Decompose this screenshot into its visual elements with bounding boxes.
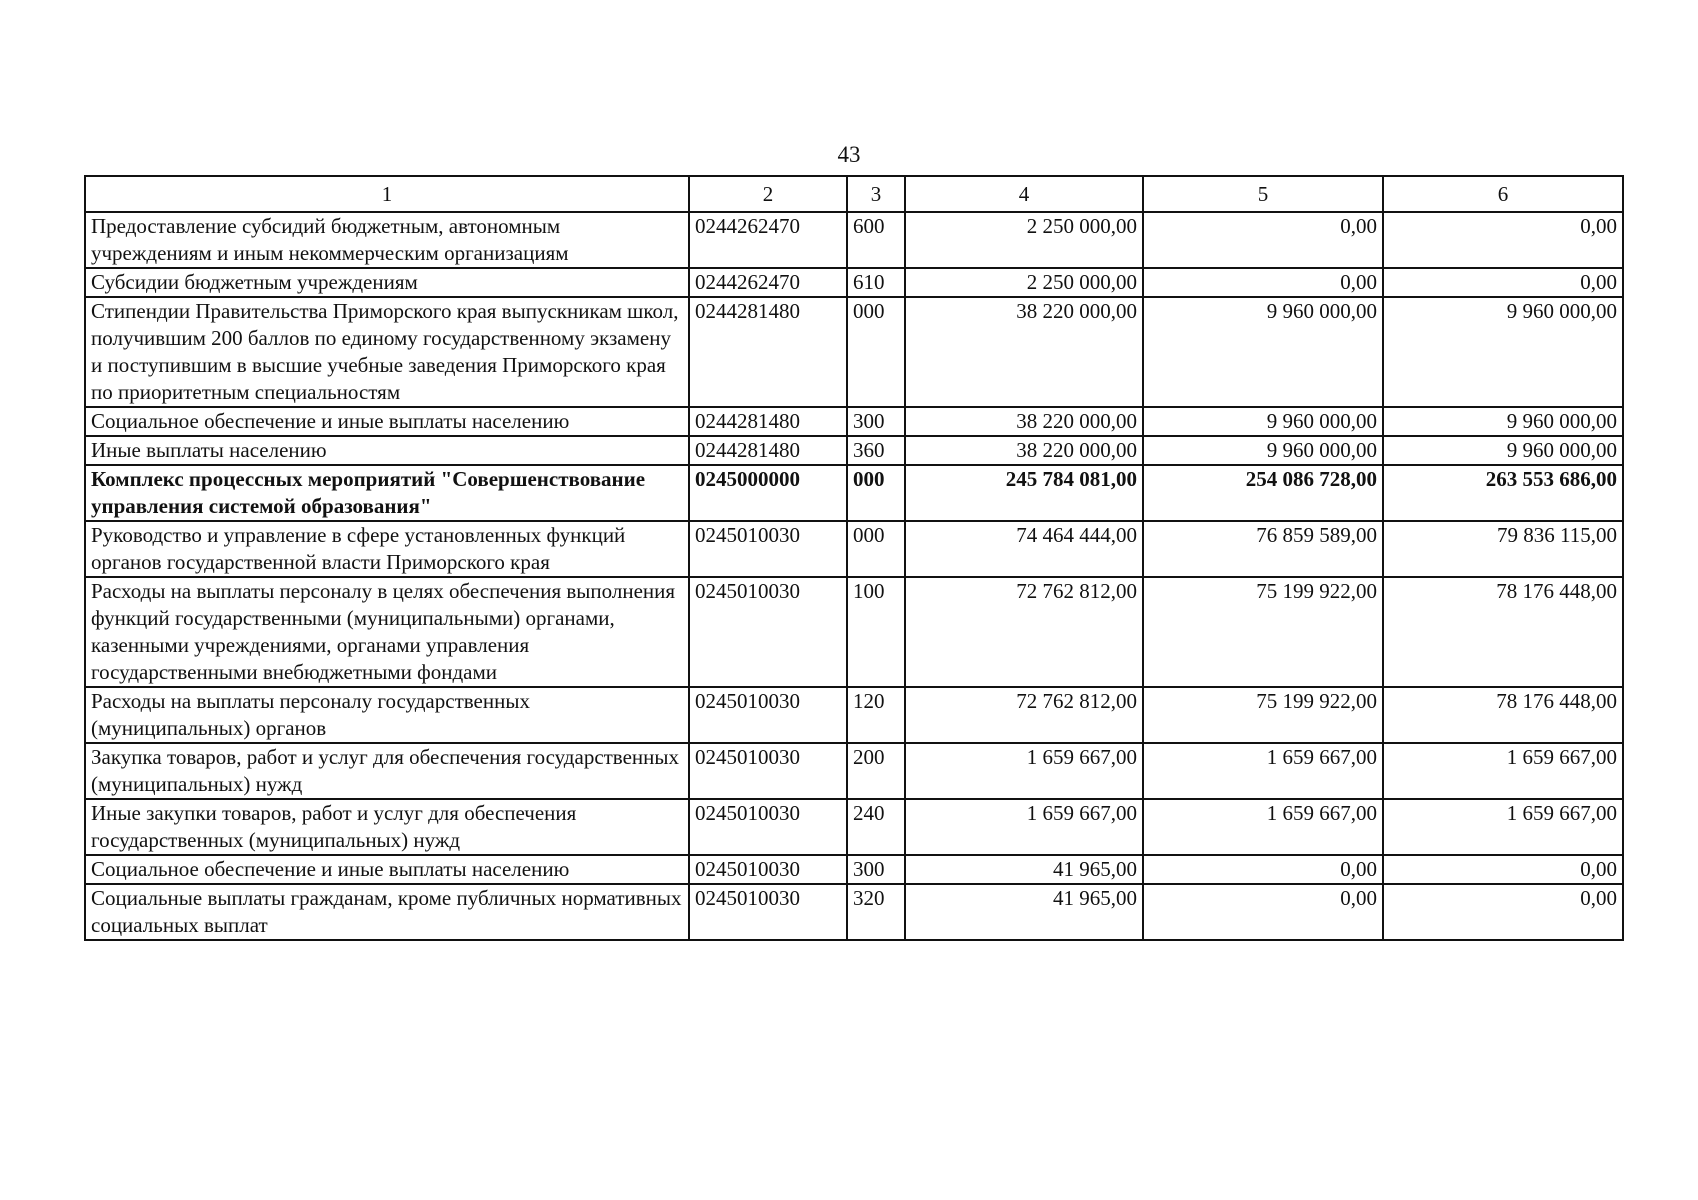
row-amount-col6: 0,00 [1383, 212, 1623, 268]
row-amount-col6: 263 553 686,00 [1383, 465, 1623, 521]
row-target-code: 0244281480 [689, 407, 847, 436]
row-amount-col4: 41 965,00 [905, 884, 1143, 940]
row-amount-col6: 9 960 000,00 [1383, 297, 1623, 407]
table-body [85, 212, 1623, 940]
row-amount-col4: 41 965,00 [905, 855, 1143, 884]
table-row [85, 855, 1623, 884]
row-expense-type: 120 [847, 687, 905, 743]
table-row [85, 521, 1623, 577]
header-row [85, 176, 1623, 212]
row-amount-col6: 78 176 448,00 [1383, 577, 1623, 687]
row-target-code: 0245010030 [689, 577, 847, 687]
row-amount-col6: 78 176 448,00 [1383, 687, 1623, 743]
table-row-section [85, 465, 1623, 521]
table-row [85, 436, 1623, 465]
row-amount-col4: 38 220 000,00 [905, 407, 1143, 436]
row-name: Расходы на выплаты персоналу государственных (муниципальных) органов [85, 687, 689, 743]
row-name: Комплекс процессных мероприятий "Совершенствование управления системой образования" [85, 465, 689, 521]
row-name: Закупка товаров, работ и услуг для обеспечения государственных (муниципальных) нужд [85, 743, 689, 799]
table-row [85, 212, 1623, 268]
page-number: 43 [837, 142, 861, 167]
row-amount-col5: 9 960 000,00 [1143, 436, 1383, 465]
row-expense-type: 360 [847, 436, 905, 465]
row-amount-col6: 9 960 000,00 [1383, 436, 1623, 465]
row-target-code: 0244281480 [689, 297, 847, 407]
header-col-1: 1 [85, 176, 689, 212]
row-expense-type: 610 [847, 268, 905, 297]
row-name: Расходы на выплаты персоналу в целях обеспечения выполнения функций государственными (муниципальными) органами, казенными учреждениями, органами управления государственными внебюджетными фондами [85, 577, 689, 687]
row-name: Иные выплаты населению [85, 436, 689, 465]
table-row [85, 687, 1623, 743]
row-name: Социальное обеспечение и иные выплаты населению [85, 407, 689, 436]
header-col-6: 6 [1383, 176, 1623, 212]
row-amount-col4: 74 464 444,00 [905, 521, 1143, 577]
row-amount-col6: 0,00 [1383, 855, 1623, 884]
row-amount-col5: 0,00 [1143, 212, 1383, 268]
row-amount-col5: 1 659 667,00 [1143, 743, 1383, 799]
table-row [85, 268, 1623, 297]
table-row [85, 743, 1623, 799]
table-row [85, 799, 1623, 855]
row-amount-col5: 9 960 000,00 [1143, 297, 1383, 407]
row-expense-type: 200 [847, 743, 905, 799]
header-col-2: 2 [689, 176, 847, 212]
row-amount-col6: 9 960 000,00 [1383, 407, 1623, 436]
row-name: Социальные выплаты гражданам, кроме публичных нормативных социальных выплат [85, 884, 689, 940]
table-row [85, 577, 1623, 687]
row-target-code: 0245010030 [689, 884, 847, 940]
row-amount-col6: 79 836 115,00 [1383, 521, 1623, 577]
row-amount-col5: 0,00 [1143, 855, 1383, 884]
row-amount-col4: 38 220 000,00 [905, 436, 1143, 465]
row-name: Субсидии бюджетным учреждениям [85, 268, 689, 297]
table-row [85, 884, 1623, 940]
row-amount-col6: 0,00 [1383, 884, 1623, 940]
row-target-code: 0244281480 [689, 436, 847, 465]
row-target-code: 0244262470 [689, 212, 847, 268]
row-target-code: 0245010030 [689, 855, 847, 884]
row-amount-col6: 1 659 667,00 [1383, 799, 1623, 855]
row-expense-type: 240 [847, 799, 905, 855]
row-name: Иные закупки товаров, работ и услуг для обеспечения государственных (муниципальных) нужд [85, 799, 689, 855]
row-amount-col5: 0,00 [1143, 268, 1383, 297]
row-expense-type: 100 [847, 577, 905, 687]
row-expense-type: 000 [847, 465, 905, 521]
row-expense-type: 600 [847, 212, 905, 268]
row-target-code: 0245010030 [689, 687, 847, 743]
row-expense-type: 300 [847, 407, 905, 436]
row-target-code: 0245000000 [689, 465, 847, 521]
row-target-code: 0245010030 [689, 743, 847, 799]
row-expense-type: 000 [847, 297, 905, 407]
header-col-3: 3 [847, 176, 905, 212]
row-amount-col5: 75 199 922,00 [1143, 577, 1383, 687]
row-amount-col4: 2 250 000,00 [905, 268, 1143, 297]
table-row [85, 407, 1623, 436]
row-amount-col6: 0,00 [1383, 268, 1623, 297]
row-expense-type: 300 [847, 855, 905, 884]
row-name: Социальное обеспечение и иные выплаты населению [85, 855, 689, 884]
row-expense-type: 000 [847, 521, 905, 577]
row-target-code: 0245010030 [689, 799, 847, 855]
row-amount-col5: 75 199 922,00 [1143, 687, 1383, 743]
row-amount-col4: 38 220 000,00 [905, 297, 1143, 407]
row-amount-col4: 72 762 812,00 [905, 687, 1143, 743]
row-name: Руководство и управление в сфере установленных функций органов государственной власти Приморского края [85, 521, 689, 577]
row-amount-col4: 245 784 081,00 [905, 465, 1143, 521]
row-amount-col4: 2 250 000,00 [905, 212, 1143, 268]
row-target-code: 0244262470 [689, 268, 847, 297]
row-name: Предоставление субсидий бюджетным, автономным учреждениям и иным некоммерческим организациям [85, 212, 689, 268]
row-name: Стипендии Правительства Приморского края выпускникам школ, получившим 200 баллов по единому государственному экзамену и поступившим в высшие учебные заведения Приморского края по приоритетным специальностям [85, 297, 689, 407]
table-row [85, 297, 1623, 407]
row-amount-col5: 76 859 589,00 [1143, 521, 1383, 577]
header-col-5: 5 [1143, 176, 1383, 212]
row-amount-col6: 1 659 667,00 [1383, 743, 1623, 799]
row-amount-col4: 1 659 667,00 [905, 743, 1143, 799]
row-amount-col5: 254 086 728,00 [1143, 465, 1383, 521]
budget-table [84, 175, 1624, 941]
row-amount-col4: 72 762 812,00 [905, 577, 1143, 687]
row-amount-col5: 0,00 [1143, 884, 1383, 940]
table-header [85, 176, 1623, 212]
row-amount-col5: 1 659 667,00 [1143, 799, 1383, 855]
row-amount-col5: 9 960 000,00 [1143, 407, 1383, 436]
row-target-code: 0245010030 [689, 521, 847, 577]
row-expense-type: 320 [847, 884, 905, 940]
header-col-4: 4 [905, 176, 1143, 212]
row-amount-col4: 1 659 667,00 [905, 799, 1143, 855]
